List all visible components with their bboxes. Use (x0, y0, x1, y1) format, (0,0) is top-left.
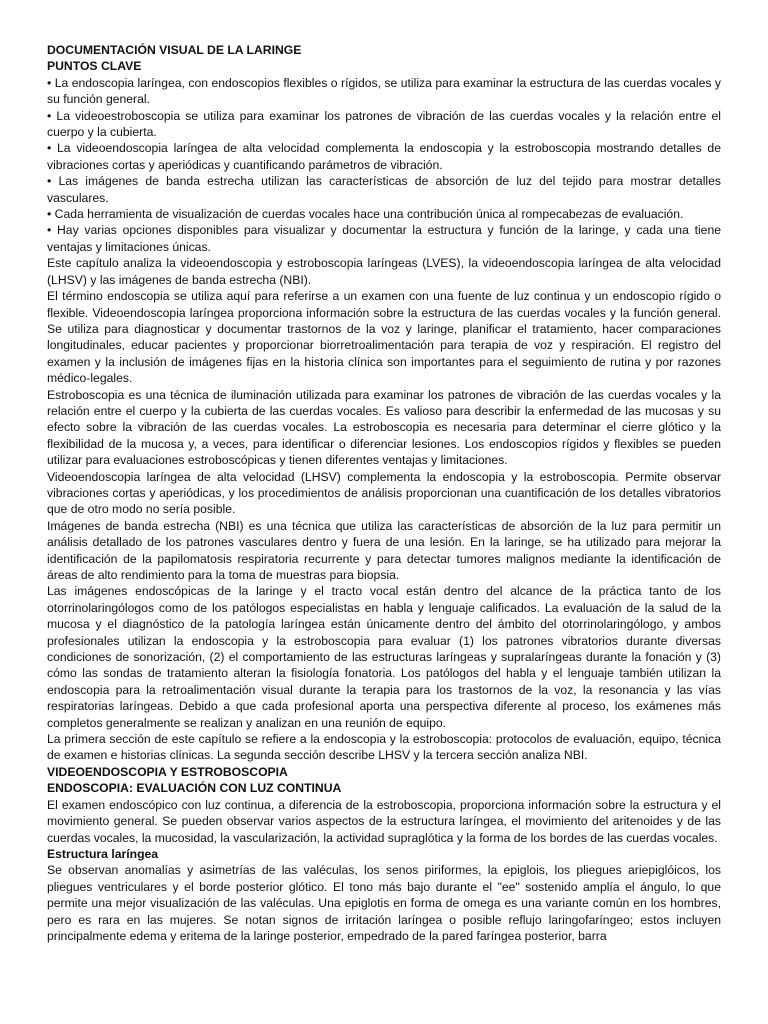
paragraph-laryngeal-structure: Se observan anomalías y asimetrías de las valéculas, los senos piriformes, la epiglois, los pliegues ariepiglóicos, los pliegues ventriculares y el borde posterior glótico. El tono más bajo durante el "ee" sostenido amplía el ángulo, lo que permite una mejor visualización de las valéculas. Una epiglotis en forma de omega es una variante común en los hombres, pero es rara en las mujeres. Se notan signos de irritación laríngea o posible reflujo laringofaríngeo; estos incluyen principalmente edema y eritema de la laringe posterior, empedrado de la pared faríngea posterior, barra (47, 863, 721, 943)
paragraph-stroboscopy: Estroboscopia es una técnica de iluminación utilizada para examinar los patrones de vibración de las cuerdas vocales y la relación entre el cuerpo y la cubierta de las cuerdas vocales. Es valioso para describir la enfermedad de las mucosas y su efecto sobre la vibración de las cuerdas vocales. La estroboscopia es necesaria para determinar el cierre glótico y la flexibilidad de la mucosa y, a veces, para identificar o diferenciar lesiones. Los endoscopios rígidos y flexibles se pueden utilizar para evaluaciones estroboscópicas y tienen diferentes ventajas y limitaciones. (47, 387, 721, 468)
key-point-6: • Hay varias opciones disponibles para visualizar y documentar la estructura y función de la laringe, y cada una tiene ventajas y limitaciones únicas. (47, 223, 721, 254)
paragraph-endoscopy: El término endoscopia se utiliza aquí para referirse a un examen con una fuente de luz continua y un endoscopio rígido o flexible. Videoendoscopia laríngea proporciona información sobre la estructura de las cuerdas vocales y la función general. Se utiliza para diagnosticar y documentar trastornos de la voz y laringe, planificar el tratamiento, hacer comparaciones longitudinales, educar pacientes y proporcionar biorretroalimentación para terapia de voz y respiración. El registro del examen y la inclusión de imágenes fijas en la historia clínica son importantes para el seguimiento de rutina y por razones médico-legales. (47, 289, 721, 386)
subsubsection-heading: Estructura laríngea (47, 846, 159, 861)
key-points-heading: PUNTOS CLAVE (47, 59, 142, 74)
key-point-4: • Las imágenes de banda estrecha utilizan las características de absorción de luz del tejido para mostrar detalles vasculares. (47, 174, 721, 205)
subsection-heading: ENDOSCOPIA: EVALUACIÓN CON LUZ CONTINUA (47, 781, 342, 796)
paragraph-intro: Este capítulo analiza la videoendoscopia y estroboscopia laríngeas (LVES), la videoendoscopia laríngea de alta velocidad (LHSV) y las imágenes de banda estrecha (NBI). (47, 256, 721, 287)
section-heading: VIDEOENDOSCOPIA Y ESTROBOSCOPIA (47, 764, 288, 779)
paragraph-nbi: Imágenes de banda estrecha (NBI) es una técnica que utiliza las características de absorción de la luz para permitir un análisis detallado de los patrones vasculares dentro y fuera de una lesión. En la laringe, se ha utilizado para mejorar la identificación de la papilomatosis respiratoria recurrente y para detectar tumores malignos mediante la identificación de áreas de alto rendimiento para la toma de muestras para biopsia. (47, 518, 721, 582)
key-point-3: • La videoendoscopia laríngea de alta velocidad complementa la endoscopia y la estroboscopia mostrando detalles de vibraciones cortas y aperiódicas y cuantificando parámetros de vibración. (47, 141, 721, 172)
key-point-1: • La endoscopia laríngea, con endoscopios flexibles o rígidos, se utiliza para examinar la estructura de las cuerdas vocales y su función general. (47, 75, 721, 107)
paragraph-continuous-light: El examen endoscópico con luz continua, a diferencia de la estroboscopia, proporciona información sobre la estructura y el movimiento general. Se pueden observar varios aspectos de la estructura laríngea, el movimiento del aritenoides y de las cuerdas vocales, la mucosidad, la vascularización, la actividad supraglótica y la forma de los bordes de las cuerdas vocales. (47, 797, 721, 845)
document-body (47, 42, 721, 944)
key-point-5: • Cada herramienta de visualización de cuerdas vocales hace una contribución única al rompecabezas de evaluación. (47, 207, 684, 222)
paragraph-lhsv: Videoendoscopia laríngea de alta velocidad (LHSV) complementa la endoscopia y la estroboscopia. Permite observar vibraciones cortas y aperiódicas, y los procedimientos de análisis proporcionan una cuantificación de los detalles vibratorios que de otro modo no sería posible. (47, 469, 721, 517)
document-title: DOCUMENTACIÓN VISUAL DE LA LARINGE (47, 43, 302, 57)
paragraph-scope: Las imágenes endoscópicas de la laringe y el tracto vocal están dentro del alcance de la práctica tanto de los otorrinolaringólogos como de los patólogos especialistas en habla y lenguaje calificados. La evaluación de la salud de la mucosa y el diagnóstico de la patología laríngea están únicamente dentro del ámbito del otorrinolaringólogo, y ambos profesionales utilizan la endoscopia y la estroboscopia para evaluar (1) los patrones vibratorios durante diversas condiciones de sonorización, (2) el comportamiento de las estructuras laríngeas y supralaríngeas durante la fonación y (3) cómo las sondas de tratamiento alteran la fisiología fonatoria. Los patólogos del habla y el lenguaje también utilizan la endoscopia para la retroalimentación visual durante la terapia para los trastornos de la voz, la resonancia y las vías respiratorias laríngeas. Debido a que cada profesional aporta una perspectiva diferente al proceso, los exámenes más completos generalmente se realizan y analizan en una reunión de equipo. (47, 584, 721, 730)
paragraph-sections: La primera sección de este capítulo se refiere a la endoscopia y la estroboscopia: protocolos de evaluación, equipo, técnica de examen e historias clínicas. La segunda sección describe LHSV y la tercera sección analiza NBI. (47, 732, 721, 763)
key-point-2: • La videoestroboscopia se utiliza para examinar los patrones de vibración de las cuerdas vocales y la relación entre el cuerpo y la cubierta. (47, 108, 721, 140)
